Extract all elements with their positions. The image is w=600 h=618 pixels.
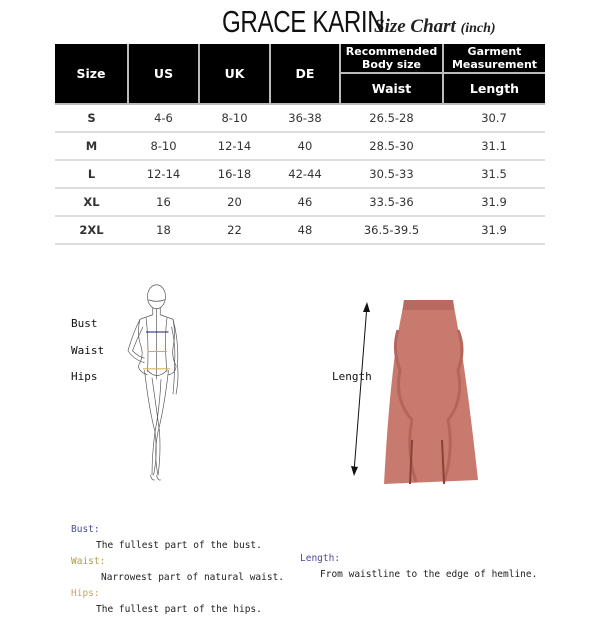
table-row (55, 188, 545, 216)
note-hips-key: Hips: (71, 588, 100, 599)
mannequin-figure (110, 248, 230, 518)
header-uk: UK (199, 44, 270, 104)
label-hips: Hips (71, 370, 98, 383)
label-waist: Waist (71, 344, 105, 357)
skirt-illustration (326, 290, 486, 490)
cell-length: 31.1 (443, 132, 545, 160)
note-length-key: Length: (300, 553, 341, 564)
label-bust: Bust (71, 317, 98, 330)
note-hips-desc: The fullest part of the hips. (96, 604, 262, 615)
length-note (300, 551, 537, 583)
note-bust-desc: The fullest part of the bust. (96, 540, 262, 551)
cell-us: 12-14 (128, 160, 199, 188)
size-chart-heading (374, 16, 496, 38)
subtitle-text: Size Chart (374, 16, 456, 37)
cell-waist: 36.5-39.5 (340, 216, 443, 244)
cell-size: S (55, 104, 128, 132)
cell-waist: 30.5-33 (340, 160, 443, 188)
cell-us: 16 (128, 188, 199, 216)
skirt-drawing (326, 290, 486, 490)
cell-us: 4-6 (128, 104, 199, 132)
cell-waist: 26.5-28 (340, 104, 443, 132)
measurement-notes (71, 522, 284, 618)
cell-de: 40 (270, 132, 340, 160)
cell-waist: 28.5-30 (340, 132, 443, 160)
header-de: DE (270, 44, 340, 104)
chart-title (222, 2, 496, 42)
cell-size: M (55, 132, 128, 160)
cell-size: XL (55, 188, 128, 216)
cell-us: 18 (128, 216, 199, 244)
header-us: US (128, 44, 199, 104)
label-length: Length (332, 370, 372, 383)
cell-size: 2XL (55, 216, 128, 244)
header-garment-measurement: Garment Measurement (443, 44, 545, 73)
unit-label: (inch) (460, 21, 496, 36)
header-size: Size (55, 44, 128, 104)
size-table (55, 44, 545, 245)
cell-length: 31.5 (443, 160, 545, 188)
cell-uk: 16-18 (199, 160, 270, 188)
note-waist-desc: Narrowest part of natural waist. (101, 572, 285, 583)
cell-de: 46 (270, 188, 340, 216)
note-length-desc: From waistline to the edge of hemline. (320, 569, 538, 580)
cell-uk: 12-14 (199, 132, 270, 160)
header-length: Length (443, 73, 545, 104)
cell-size: L (55, 160, 128, 188)
cell-de: 36-38 (270, 104, 340, 132)
cell-de: 48 (270, 216, 340, 244)
note-bust-key: Bust: (71, 524, 100, 535)
cell-uk: 22 (199, 216, 270, 244)
table-row (55, 104, 545, 132)
cell-length: 31.9 (443, 216, 545, 244)
cell-uk: 20 (199, 188, 270, 216)
cell-uk: 8-10 (199, 104, 270, 132)
header-waist: Waist (340, 73, 443, 104)
cell-length: 31.9 (443, 188, 545, 216)
cell-us: 8-10 (128, 132, 199, 160)
cell-waist: 33.5-36 (340, 188, 443, 216)
table-row (55, 216, 545, 244)
cell-de: 42-44 (270, 160, 340, 188)
header-recommended-body-size: Recommended Body size (340, 44, 443, 73)
cell-length: 30.7 (443, 104, 545, 132)
table-row (55, 160, 545, 188)
note-waist-key: Waist: (71, 556, 106, 567)
table-row (55, 132, 545, 160)
brand-logo: GRACE KARIN (222, 4, 385, 39)
